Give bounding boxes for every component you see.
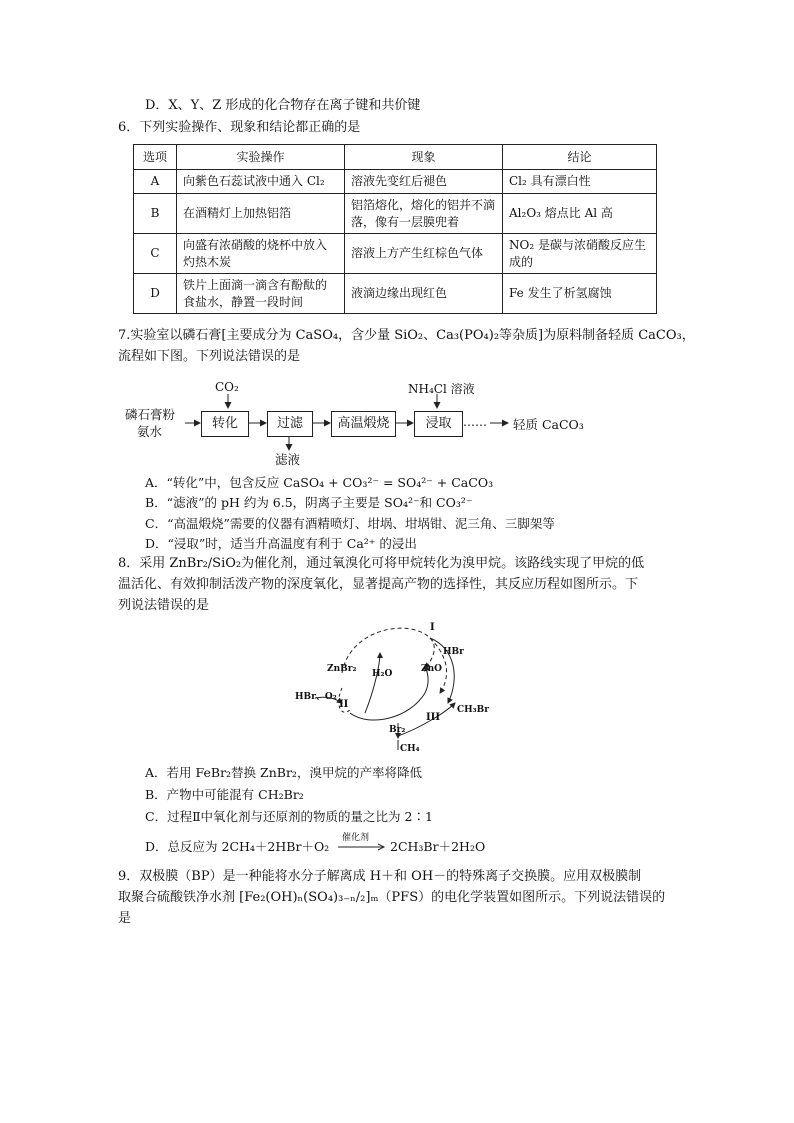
diagram-label-cycle-ii: II <box>339 699 349 710</box>
table-cell: C <box>134 234 177 274</box>
q7-stem-line2: 流程如下图。下列说法错误的是 <box>118 349 301 364</box>
table-cell: NO₂ 是碳与浓硝酸反应生成的 <box>503 234 657 274</box>
flow-co2: CO₂ <box>215 380 239 394</box>
flow-step-calcine: 高温煅烧 <box>331 411 396 437</box>
q8-option-c: C．过程Ⅱ中氧化剂与还原剂的物质的量之比为 2∶1 <box>145 809 433 824</box>
flow-input1: 磷石膏粉 <box>125 407 176 422</box>
flow-product: 轻质 CaCO₃ <box>513 417 584 432</box>
table-header: 实验操作 <box>177 145 345 170</box>
flow-input2: 氨水 <box>137 424 163 439</box>
table-cell: 溶液上方产生红棕色气体 <box>345 234 503 274</box>
table-header: 结论 <box>503 145 657 170</box>
table-cell: 铝箔熔化，熔化的铝并不滴落，像有一层膜兜着 <box>345 194 503 234</box>
table-cell: D <box>134 274 177 314</box>
q9-stem-line3: 是 <box>118 911 132 926</box>
flow-step-leach: 浸取 <box>414 411 463 437</box>
table-cell: 向盛有浓硝酸的烧杯中放入灼热木炭 <box>177 234 345 274</box>
q8-option-d: D．总反应为 2CH₄＋2HBr＋O₂ <box>145 839 330 854</box>
table-cell: Al₂O₃ 熔点比 Al 高 <box>503 194 657 234</box>
diagram-label-h2o: H₂O <box>372 669 393 679</box>
table-cell: 在酒精灯上加热铝箔 <box>177 194 345 234</box>
q7-option-a: A．“转化”中，包含反应 CaSO₄ + CO₃²⁻ = SO₄²⁻ + CaCO₃ <box>145 475 494 490</box>
diagram-label-ch3br: CH₃Br <box>457 705 489 715</box>
diagram-label-hbr: HBr <box>443 647 464 657</box>
table-cell: A <box>134 170 177 194</box>
flow-dots: …… <box>463 415 487 429</box>
q8-option-a: A．若用 FeBr₂替换 ZnBr₂，溴甲烷的产率将降低 <box>145 765 422 780</box>
diagram-label-br2: Br₂ <box>389 725 406 735</box>
q7-option-c: C．“高温煅烧”需要的仪器有酒精喷灯、坩埚、坩埚钳、泥三角、三脚架等 <box>145 516 555 531</box>
q8-option-d-products: 2CH₃Br＋2H₂O <box>390 839 486 854</box>
table-cell: 液滴边缘出现红色 <box>345 274 503 314</box>
table-cell: 铁片上面滴一滴含有酚酞的食盐水，静置一段时间 <box>177 274 345 314</box>
table-cell: B <box>134 194 177 234</box>
q8-stem-line3: 列说法错误的是 <box>118 598 210 613</box>
q5-option-d: D．X、Y、Z 形成的化合物存在离子键和共价键 <box>145 98 421 113</box>
table-cell: 溶液先变红后褪色 <box>345 170 503 194</box>
q7-stem-line1: 7.实验室以磷石膏[主要成分为 CaSO₄，含少量 SiO₂、Ca₃(PO₄)₂等杂质]为原料制备轻质 CaCO₃， <box>118 328 695 343</box>
q8-stem-line2: 温活化、有效抑制活泼产物的深度氧化，显著提高产物的选择性，其反应历程如图所示。下 <box>118 577 639 592</box>
q8-option-b: B．产物中可能混有 CH₂Br₂ <box>145 787 304 802</box>
diagram-label-ch4: CH₄ <box>400 744 420 754</box>
flow-step-convert: 转化 <box>201 411 249 437</box>
q9-stem-line1: 9．双极膜（BP）是一种能将水分子解离成 H＋和 OH－的特殊离子交换膜。应用双极膜制 <box>118 869 642 884</box>
q7-option-b: B．“滤液”的 pH 约为 6.5，阴离子主要是 SO₄²⁻和 CO₃²⁻ <box>145 495 473 510</box>
table-header: 选项 <box>134 145 177 170</box>
diagram-label-cycle-iii: III <box>426 712 441 723</box>
table-cell: Cl₂ 具有漂白性 <box>503 170 657 194</box>
flow-filtrate: 滤液 <box>275 452 301 467</box>
flow-nh4cl: NH₄Cl 溶液 <box>408 382 475 396</box>
q8-mechanism-diagram <box>280 618 500 758</box>
q9-stem-line2: 取聚合硫酸铁净水剂 [Fe₂(OH)ₙ(SO₄)₃₋ₙ/₂]ₘ（PFS）的电化学装置如图所示。下列说法错误的 <box>118 890 666 905</box>
table-cell: Fe 发生了析氢腐蚀 <box>503 274 657 314</box>
q6-stem: 6．下列实验操作、现象和结论都正确的是 <box>118 120 361 135</box>
diagram-label-cycle-i: I <box>430 622 435 633</box>
catalyst-label: 催化剂 <box>342 833 370 843</box>
reaction-arrow <box>338 843 386 851</box>
q7-option-d: D．“浸取”时，适当升高温度有利于 Ca²⁺ 的浸出 <box>145 536 417 551</box>
flow-step-filter: 过滤 <box>267 411 313 437</box>
q8-stem-line1: 8．采用 ZnBr₂/SiO₂为催化剂，通过氧溴化可将甲烷转化为溴甲烷。该路线实现了甲烷的低 <box>118 556 645 571</box>
table-cell: 向紫色石蕊试液中通入 Cl₂ <box>177 170 345 194</box>
table-header: 现象 <box>345 145 503 170</box>
q7-flow-arrows <box>0 0 794 480</box>
diagram-label-znbr2: ZnBr₂ <box>327 664 357 674</box>
diagram-label-zno: ZnO <box>421 664 442 674</box>
diagram-label-hbr-o2: HBr、O₂ <box>295 692 337 702</box>
